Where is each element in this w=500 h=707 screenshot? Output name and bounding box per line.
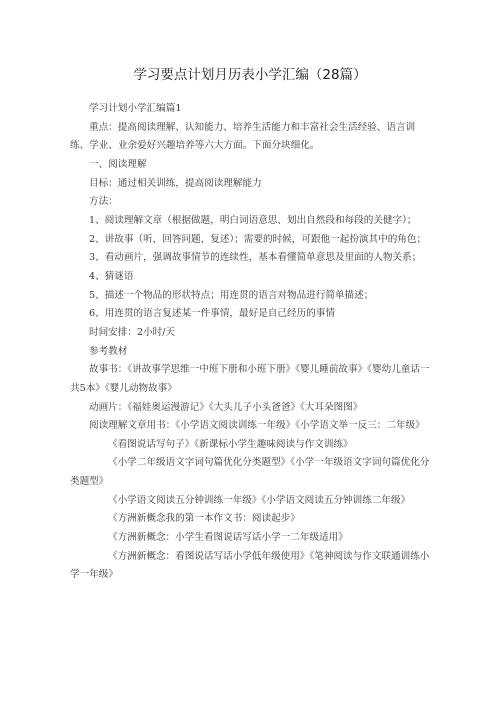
reference-line: 《方洲新概念：小学生看图说话写话小学一二年级适用》 xyxy=(108,532,348,544)
reference-line: 《看图说话写句子》《新课标小学生趣味阅读与作文训练》 xyxy=(108,438,353,450)
paragraph: 3、看动画片，强调故事情节的连续性，基本看懂简单意思及里面的人物关系； xyxy=(89,252,422,264)
reference-line: 《方洲新概念我的第一本作文书：阅读起步》 xyxy=(108,513,300,525)
reference-line: 《小学语文阅读五分钟训练一年级》《小学语文阅读五分钟训练二年级》 xyxy=(108,494,411,506)
paragraph: 故事书：《讲故事学思维一中班下册和小班下册》《婴儿睡前故事》《婴幼儿童话一共5本》《婴儿动物故事》 xyxy=(70,364,430,394)
paragraph: 2、讲故事（听，回答问题，复述）；需要的时候，可跟他一起扮演其中的角色； xyxy=(89,233,427,245)
paragraph: 4、猜谜语 xyxy=(89,270,134,282)
reference-line: 《方洲新概念：看图说话写话小学低年级使用》《笔神阅读与作文联通训练小学一年级》 xyxy=(70,550,430,581)
paragraph: 目标：通过相关训练，提高阅读理解能力 xyxy=(89,177,262,189)
paragraph: 方法： xyxy=(89,196,118,208)
paragraph: 动画片：《福娃奥运漫游记》《大头儿子小头爸爸》《大耳朵图图》 xyxy=(89,401,363,413)
paragraph: 时间安排：2小时/天 xyxy=(89,326,176,338)
paragraph: 5、描述一个物品的形状特点；用连贯的语言对物品进行简单描述； xyxy=(89,289,374,301)
paragraph: 参考教材 xyxy=(89,345,128,357)
document-title: 学习要点计划月历表小学汇编（28篇） xyxy=(133,67,367,83)
paragraph: 6、用连贯的语言复述某一件事情，最好是自己经历的事情 xyxy=(89,308,335,320)
paragraph: 1、阅读理解文章（根据做题，明白词语意思、划出自然段和每段的关健字）； xyxy=(89,214,417,226)
paragraph: 学习计划小学汇编篇1 xyxy=(89,103,182,114)
paragraph: 重点：提高阅读理解、认知能力、培养生活能力和丰富社会生活经验、语言训练、学业、业余爱好兴趣培养等六大方面。下面分块细化。 xyxy=(70,121,416,152)
document-body xyxy=(70,100,432,585)
paragraph: 一、阅读理解 xyxy=(89,158,147,170)
reference-line: 《小学二年级语文字词句篇优化分类题型》《小学一年级语文字词句篇优化分类题型》 xyxy=(70,457,430,488)
paragraph: 阅读理解文章用书：《小学语文阅读训练一年级》《小学语文举一反三：二年级》 xyxy=(89,420,425,432)
